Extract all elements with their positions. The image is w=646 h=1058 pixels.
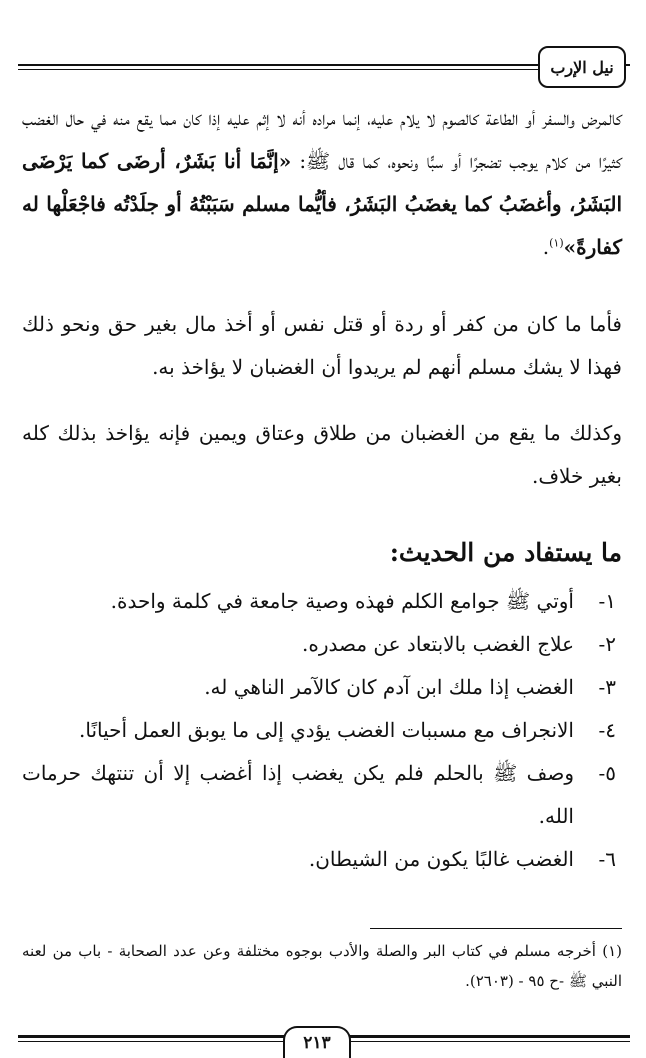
list-item xyxy=(22,752,616,838)
list-item-number: ٣- xyxy=(598,675,616,699)
list-item-text: الغضب غالبًا يكون من الشيطان. xyxy=(308,847,574,871)
list-item-text: الغضب إذا ملك ابن آدم كان كالآمر الناهي له. xyxy=(204,675,574,699)
page-number: ٢١٣ xyxy=(283,1026,351,1058)
footnote-reference: (١) xyxy=(549,236,564,250)
list-item xyxy=(22,709,616,752)
paragraph-1: كالمرض والسفر أو الطاعة كالصوم لا يلام عليه، إنما مراده أنه لا إثم عليه إذا كان مما يقع منه في حال الغضب كثيرًا من كلام يوجب تضجرًا أو سبًّا ونحوه، كما قال ﷺ: «إنَّمَا أنا بَشَرٌ، أرضَى كما يَرْضَى البَشَرُ، وأغضَبُ كما يغضَبُ البَشَرُ، فأيُّما مسلم سَبَبْتُهُ أو جلَدْتُه فاجْعَلْها له كفارةً»$^{(١)}$. xyxy=(22,106,623,259)
list-item-number: ٥- xyxy=(598,761,616,785)
list-item-text: وصف ﷺ بالحلم فلم يكن يغضب إذا أغضب إلا أن تنتهك حرمات الله. xyxy=(22,761,574,828)
paragraph-1-line-2: إذا كان مما يقع منه في حال الغضب كثيرًا من كلام يوجب تضجرًا أو سبًّا xyxy=(22,106,623,173)
list-item-text: الانجراف مع مسببات الغضب يؤدي إلى ما يوبق العمل أحيانًا. xyxy=(79,718,574,742)
footnote xyxy=(22,936,622,996)
section-heading-text: ما يستفاد من الحديث xyxy=(398,538,622,567)
list-item xyxy=(22,623,616,666)
benefits-list xyxy=(22,580,616,881)
list-item-text: أوتي ﷺ جوامع الكلم فهذه وصية جامعة في كلمة واحدة. xyxy=(110,589,574,613)
hadith-quote: «إنَّمَا أنا بَشَرٌ، أرضَى كما يَرْضَى البَشَرُ، وأغضَبُ كما يغضَبُ البَشَرُ، فأيُّما مسلم سَبَبْتُهُ أو جلَدْتُه فاجْعَلْها له كفارةً» xyxy=(22,149,622,259)
paragraph-2 xyxy=(22,303,622,389)
paragraph-3 xyxy=(22,412,622,498)
paragraph-1-line-3: ونحوه، كما قال ﷺ: xyxy=(291,149,419,173)
list-item-number: ٦- xyxy=(598,847,616,871)
footnote-text: أخرجه مسلم في كتاب البر والصلة والأدب بوجوه مختلفة وعن عدد الصحابة - باب من لعنه النبي ﷺ -ح ٩٥ - (٢٦٠٣). xyxy=(22,942,622,990)
list-item-text: علاج الغضب بالابتعاد عن مصدره. xyxy=(301,632,574,656)
paragraph-3-text: وكذلك ما يقع من الغضبان من طلاق وعتاق ويمين فإنه يؤاخذ بذلك كله بغير خلاف. xyxy=(22,421,622,488)
list-item-number: ٢- xyxy=(598,632,616,656)
list-item-number: ١- xyxy=(598,589,616,613)
section-heading xyxy=(22,533,622,573)
section-heading-colon: : xyxy=(389,538,399,567)
list-item xyxy=(22,838,616,881)
list-item xyxy=(22,580,616,623)
header-rule-thin xyxy=(18,69,538,70)
footnote-marker: (١) xyxy=(602,942,622,960)
paragraph-1-line-1: كالمرض والسفر أو الطاعة كالصوم لا يلام عليه، إنما مراده أنه لا إثم عليه xyxy=(227,106,622,130)
running-header-title: نيل الإرب xyxy=(538,46,626,88)
footnote-separator xyxy=(370,928,622,929)
list-item xyxy=(22,666,616,709)
paragraph-2-text: فأما ما كان من كفر أو ردة أو قتل نفس أو أخذ مال بغير حق ونحو ذلك فهذا لا يشك مسلم أنهم لم يريدوا أن الغضبان لا يؤاخذ به. xyxy=(22,312,622,379)
list-item-number: ٤- xyxy=(598,718,616,742)
header-rule xyxy=(18,64,538,66)
